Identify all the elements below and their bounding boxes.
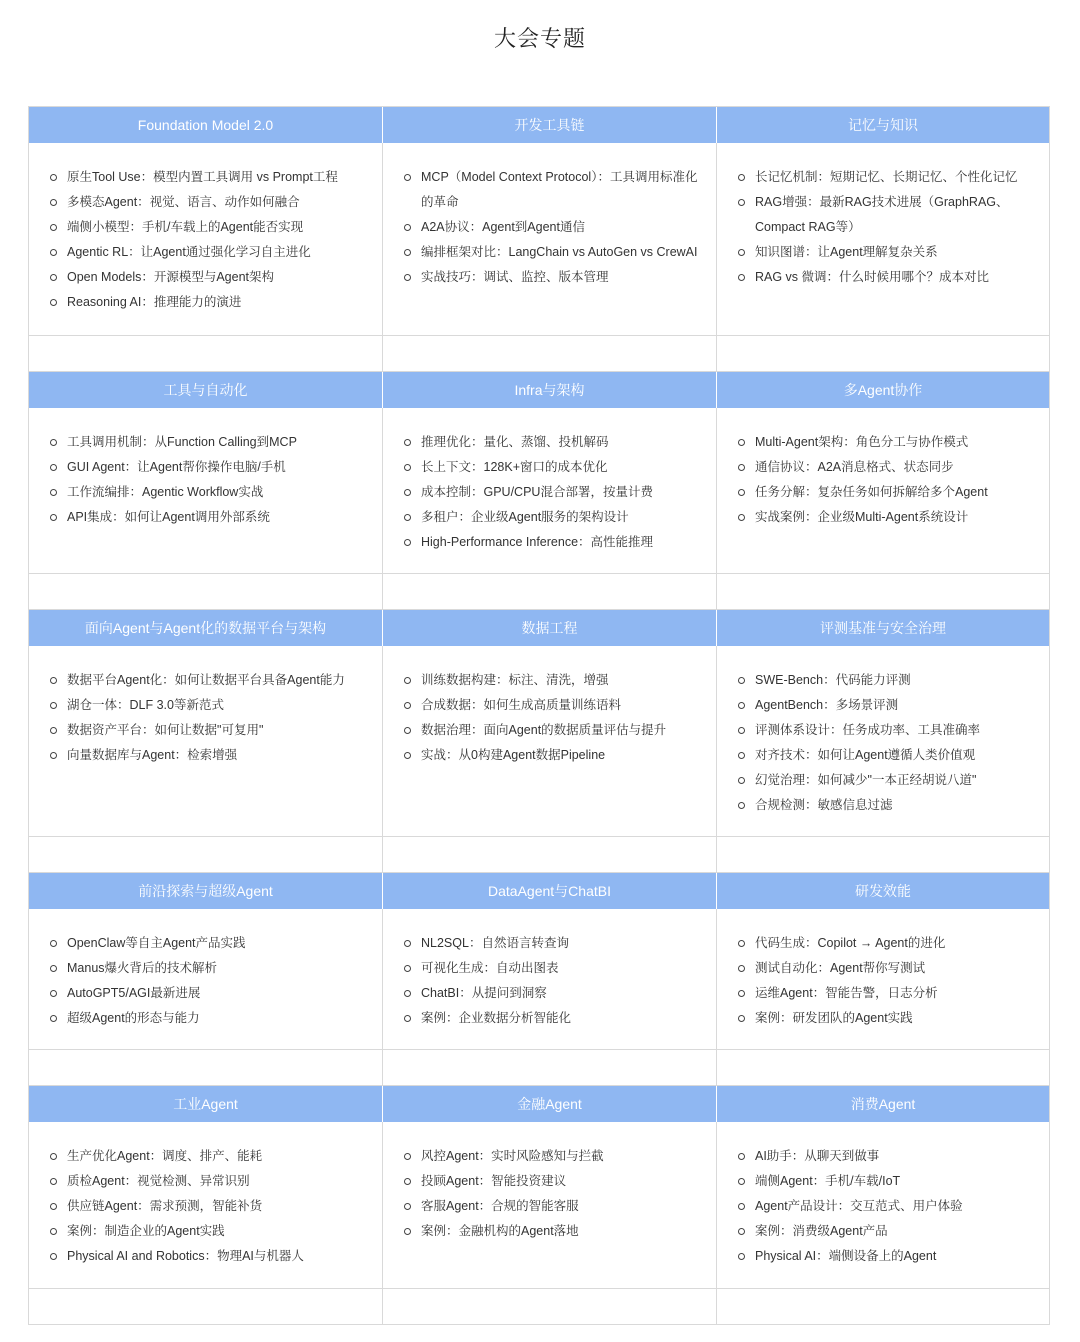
topic-item: GUI Agent：让Agent帮你操作电脑/手机 <box>49 455 370 480</box>
topic-cell <box>383 646 717 836</box>
topic-item: 质检Agent：视觉检测、异常识别 <box>49 1169 370 1194</box>
topic-item: 多模态Agent：视觉、语言、动作如何融合 <box>49 190 370 215</box>
topic-item: 超级Agent的形态与能力 <box>49 1006 370 1031</box>
topic-item: 可视化生成：自动出图表 <box>403 956 704 981</box>
topic-cell <box>717 646 1049 836</box>
topic-item: RAG vs 微调：什么时候用哪个？成本对比 <box>737 265 1037 290</box>
topic-header: Foundation Model 2.0 <box>29 107 383 143</box>
topic-header: DataAgent与ChatBI <box>383 873 717 909</box>
topic-item: 通信协议：A2A消息格式、状态同步 <box>737 455 1037 480</box>
topic-header: 工具与自动化 <box>29 372 383 408</box>
topic-cell <box>383 909 717 1049</box>
topic-item: 长上下文：128K+窗口的成本优化 <box>403 455 704 480</box>
topic-item: 原生Tool Use：模型内置工具调用 vs Prompt工程 <box>49 165 370 190</box>
topic-item: AI助手：从聊天到做事 <box>737 1144 1037 1169</box>
topic-item: Agentic RL：让Agent通过强化学习自主进化 <box>49 240 370 265</box>
topic-item: 编排框架对比：LangChain vs AutoGen vs CrewAI <box>403 240 704 265</box>
topic-item: Open Models：开源模型与Agent架构 <box>49 265 370 290</box>
topic-header: 前沿探索与超级Agent <box>29 873 383 909</box>
topic-item: 幻觉治理：如何减少"一本正经胡说八道" <box>737 768 1037 793</box>
topic-item: 案例：金融机构的Agent落地 <box>403 1219 704 1244</box>
topic-header: 数据工程 <box>383 610 717 646</box>
topic-item: 数据资产平台：如何让数据"可复用" <box>49 718 370 743</box>
topic-item: 多租户：企业级Agent服务的架构设计 <box>403 505 704 530</box>
topic-item: 端侧Agent：手机/车载/IoT <box>737 1169 1037 1194</box>
topic-item: A2A协议：Agent到Agent通信 <box>403 215 704 240</box>
topic-header: Infra与架构 <box>383 372 717 408</box>
topic-section <box>29 873 1049 1086</box>
topic-header: 评测基准与安全治理 <box>717 610 1049 646</box>
topic-item: 数据平台Agent化：如何让数据平台具备Agent能力 <box>49 668 370 693</box>
topic-item: 工作流编排：Agentic Workflow实战 <box>49 480 370 505</box>
topic-item: 评测体系设计：任务成功率、工具准确率 <box>737 718 1037 743</box>
topic-item: Multi-Agent架构：角色分工与协作模式 <box>737 430 1037 455</box>
topic-item: 实战案例：企业级Multi-Agent系统设计 <box>737 505 1037 530</box>
topic-item: API集成：如何让Agent调用外部系统 <box>49 505 370 530</box>
topic-header: 研发效能 <box>717 873 1049 909</box>
topic-header: 开发工具链 <box>383 107 717 143</box>
topic-item: 客服Agent：合规的智能客服 <box>403 1194 704 1219</box>
topic-header: 多Agent协作 <box>717 372 1049 408</box>
topic-item: 工具调用机制：从Function Calling到MCP <box>49 430 370 455</box>
topic-item: 案例：企业数据分析智能化 <box>403 1006 704 1031</box>
topics-table <box>28 106 1050 1325</box>
topic-cell <box>717 909 1049 1049</box>
topic-item: 湖仓一体：DLF 3.0等新范式 <box>49 693 370 718</box>
topic-cell <box>383 408 717 573</box>
topic-item: OpenClaw等自主Agent产品实践 <box>49 931 370 956</box>
topic-item: 长记忆机制：短期记忆、长期记忆、个性化记忆 <box>737 165 1037 190</box>
topic-item: 向量数据库与Agent：检索增强 <box>49 743 370 768</box>
topic-item: 风控Agent：实时风险感知与拦截 <box>403 1144 704 1169</box>
topic-item: 生产优化Agent：调度、排产、能耗 <box>49 1144 370 1169</box>
topic-item: ChatBI：从提问到洞察 <box>403 981 704 1006</box>
topic-item: 投顾Agent：智能投资建议 <box>403 1169 704 1194</box>
topic-section <box>29 372 1049 610</box>
topic-item: AutoGPT5/AGI最新进展 <box>49 981 370 1006</box>
topic-item: 案例：制造企业的Agent实践 <box>49 1219 370 1244</box>
topic-item: 端侧小模型：手机/车载上的Agent能否实现 <box>49 215 370 240</box>
topic-item: 供应链Agent：需求预测，智能补货 <box>49 1194 370 1219</box>
topic-item: NL2SQL：自然语言转查询 <box>403 931 704 956</box>
topic-item: 合成数据：如何生成高质量训练语料 <box>403 693 704 718</box>
topic-item: SWE-Bench：代码能力评测 <box>737 668 1037 693</box>
topic-item: 任务分解：复杂任务如何拆解给多个Agent <box>737 480 1037 505</box>
topic-item: 运维Agent：智能告警，日志分析 <box>737 981 1037 1006</box>
topic-cell <box>717 408 1049 573</box>
topic-header: 消费Agent <box>717 1086 1049 1122</box>
topic-item: 对齐技术：如何让Agent遵循人类价值观 <box>737 743 1037 768</box>
topic-item: 测试自动化：Agent帮你写测试 <box>737 956 1037 981</box>
topic-item: 合规检测：敏感信息过滤 <box>737 793 1037 818</box>
topic-cell <box>29 143 383 335</box>
topic-section <box>29 1086 1049 1324</box>
topic-header: 金融Agent <box>383 1086 717 1122</box>
topic-item: MCP（Model Context Protocol）：工具调用标准化的革命 <box>403 165 704 215</box>
topic-item: 案例：消费级Agent产品 <box>737 1219 1037 1244</box>
topic-item: RAG增强：最新RAG技术进展（GraphRAG、Compact RAG等） <box>737 190 1037 240</box>
topic-item: 案例：研发团队的Agent实践 <box>737 1006 1037 1031</box>
page-title: 大会专题 <box>493 26 586 51</box>
topic-item: Physical AI：端侧设备上的Agent <box>737 1244 1037 1269</box>
topic-section <box>29 610 1049 873</box>
topic-item: Agent产品设计：交互范式、用户体验 <box>737 1194 1037 1219</box>
topic-item: Manus爆火背后的技术解析 <box>49 956 370 981</box>
topic-cell <box>717 143 1049 335</box>
topic-item: AgentBench：多场景评测 <box>737 693 1037 718</box>
topic-item: Reasoning AI：推理能力的演进 <box>49 290 370 315</box>
topic-item: 实战技巧：调试、监控、版本管理 <box>403 265 704 290</box>
topic-item: 成本控制：GPU/CPU混合部署，按量计费 <box>403 480 704 505</box>
topic-header: 记忆与知识 <box>717 107 1049 143</box>
topic-item: 数据治理：面向Agent的数据质量评估与提升 <box>403 718 704 743</box>
topic-header: 工业Agent <box>29 1086 383 1122</box>
topic-item: High-Performance Inference：高性能推理 <box>403 530 704 555</box>
topic-cell <box>29 646 383 836</box>
topic-cell <box>29 408 383 573</box>
topic-item: 实战：从0构建Agent数据Pipeline <box>403 743 704 768</box>
topic-section <box>29 107 1049 372</box>
topic-cell <box>383 1122 717 1288</box>
topic-cell <box>717 1122 1049 1288</box>
topic-cell <box>29 1122 383 1288</box>
topic-cell <box>29 909 383 1049</box>
topic-header: 面向Agent与Agent化的数据平台与架构 <box>29 610 383 646</box>
topic-cell <box>383 143 717 335</box>
topic-item: 知识图谱：让Agent理解复杂关系 <box>737 240 1037 265</box>
topic-item: 推理优化：量化、蒸馏、投机解码 <box>403 430 704 455</box>
topic-item: 代码生成：Copilot → Agent的进化 <box>737 931 1037 956</box>
topic-item: Physical AI and Robotics：物理AI与机器人 <box>49 1244 370 1269</box>
topic-item: 训练数据构建：标注、清洗，增强 <box>403 668 704 693</box>
